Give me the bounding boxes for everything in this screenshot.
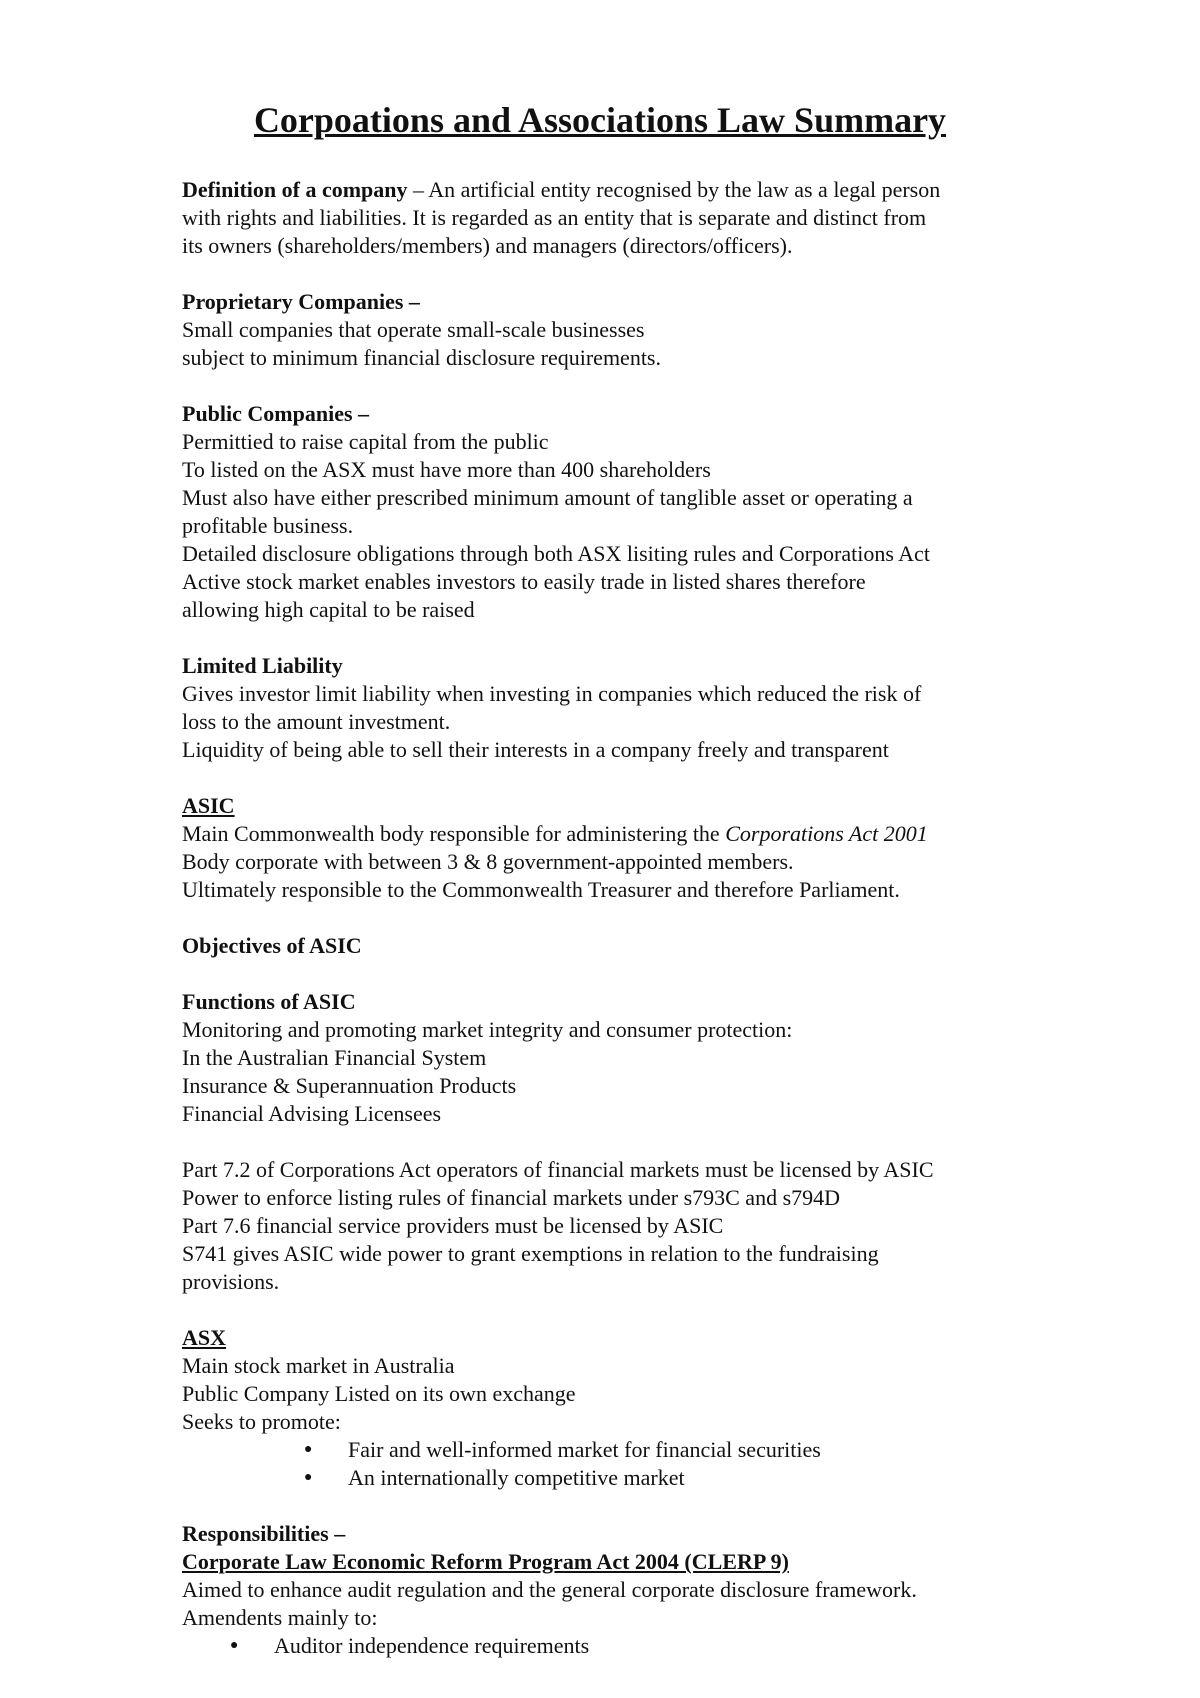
limited-line: Liquidity of being able to sell their interests in a company freely and transparent bbox=[182, 737, 889, 762]
functions-line: Power to enforce listing rules of financial markets under s793C and s794D bbox=[182, 1185, 841, 1210]
proprietary-heading: Proprietary Companies – bbox=[182, 289, 420, 314]
functions-line: S741 gives ASIC wide power to grant exemptions in relation to the fundraising bbox=[182, 1241, 879, 1266]
asic-line-text: Main Commonwealth body responsible for administering the bbox=[182, 821, 726, 846]
limited-line: loss to the amount investment. bbox=[182, 709, 451, 734]
definition-line: with rights and liabilities. It is regarded as an entity that is separate and distinct from bbox=[182, 205, 927, 230]
public-line: Permittied to raise capital from the public bbox=[182, 429, 549, 454]
asic-act-title: Corporations Act 2001 bbox=[725, 821, 928, 846]
public-heading: Public Companies – bbox=[182, 401, 370, 426]
definition-heading: Definition of a company bbox=[182, 177, 408, 202]
asic-heading: ASIC bbox=[182, 793, 235, 818]
limited-line: Gives investor limit liability when investing in companies which reduced the risk of bbox=[182, 681, 922, 706]
functions-line: Part 7.6 financial service providers must be licensed by ASIC bbox=[182, 1213, 724, 1238]
list-item: ● Fair and well-informed market for financial securities bbox=[182, 1436, 1042, 1464]
objectives-heading: Objectives of ASIC bbox=[182, 933, 362, 958]
definition-line: its owners (shareholders/members) and managers (directors/officers). bbox=[182, 233, 793, 258]
public-line: allowing high capital to be raised bbox=[182, 597, 475, 622]
public-line: Must also have either prescribed minimum amount of tanglible asset or operating a bbox=[182, 485, 913, 510]
functions-line: Financial Advising Licensees bbox=[182, 1101, 442, 1126]
public-line: Active stock market enables investors to easily trade in listed shares therefore bbox=[182, 569, 866, 594]
public-line: profitable business. bbox=[182, 513, 354, 538]
asic-line: Body corporate with between 3 & 8 government-appointed members. bbox=[182, 849, 794, 874]
functions-line: Part 7.2 of Corporations Act operators of financial markets must be licensed by ASIC bbox=[182, 1157, 934, 1182]
responsibilities-line: Aimed to enhance audit regulation and the general corporate disclosure framework. bbox=[182, 1577, 917, 1602]
asx-bullet-list bbox=[182, 1436, 1042, 1492]
definition-dash: – bbox=[407, 177, 429, 202]
responsibilities-bullet-list bbox=[182, 1632, 1042, 1660]
page-title: Corpoations and Associations Law Summary bbox=[253, 100, 947, 140]
limited-heading: Limited Liability bbox=[182, 653, 343, 678]
list-item: ● Auditor independence requirements bbox=[182, 1632, 1042, 1660]
clerp-act-heading: Corporate Law Economic Reform Program Act 2004 (CLERP 9) bbox=[182, 1549, 789, 1574]
proprietary-line: subject to minimum financial disclosure requirements. bbox=[182, 345, 661, 370]
public-line: Detailed disclosure obligations through both ASX lisiting rules and Corporations Act bbox=[182, 541, 930, 566]
asx-line: Main stock market in Australia bbox=[182, 1353, 455, 1378]
asx-heading: ASX bbox=[182, 1325, 227, 1350]
asx-line: Public Company Listed on its own exchange bbox=[182, 1381, 576, 1406]
responsibilities-heading: Responsibilities – bbox=[182, 1521, 346, 1546]
asic-line: Ultimately responsible to the Commonwealth Treasurer and therefore Parliament. bbox=[182, 877, 900, 902]
functions-line: Monitoring and promoting market integrity and consumer protection: bbox=[182, 1017, 793, 1042]
public-line: To listed on the ASX must have more than 400 shareholders bbox=[182, 457, 711, 482]
functions-line: provisions. bbox=[182, 1269, 280, 1294]
proprietary-line: Small companies that operate small-scale businesses bbox=[182, 317, 645, 342]
list-item: ● An internationally competitive market bbox=[182, 1464, 1042, 1492]
responsibilities-line: Amendents mainly to: bbox=[182, 1605, 378, 1630]
functions-line: In the Australian Financial System bbox=[182, 1045, 487, 1070]
definition-text: An artificial entity recognised by the law as a legal person bbox=[428, 177, 941, 202]
functions-line: Insurance & Superannuation Products bbox=[182, 1073, 517, 1098]
functions-heading: Functions of ASIC bbox=[182, 989, 356, 1014]
asx-line: Seeks to promote: bbox=[182, 1409, 341, 1434]
asic-line bbox=[182, 820, 1042, 848]
definition-line bbox=[182, 176, 1042, 204]
document-body bbox=[182, 176, 1042, 1660]
